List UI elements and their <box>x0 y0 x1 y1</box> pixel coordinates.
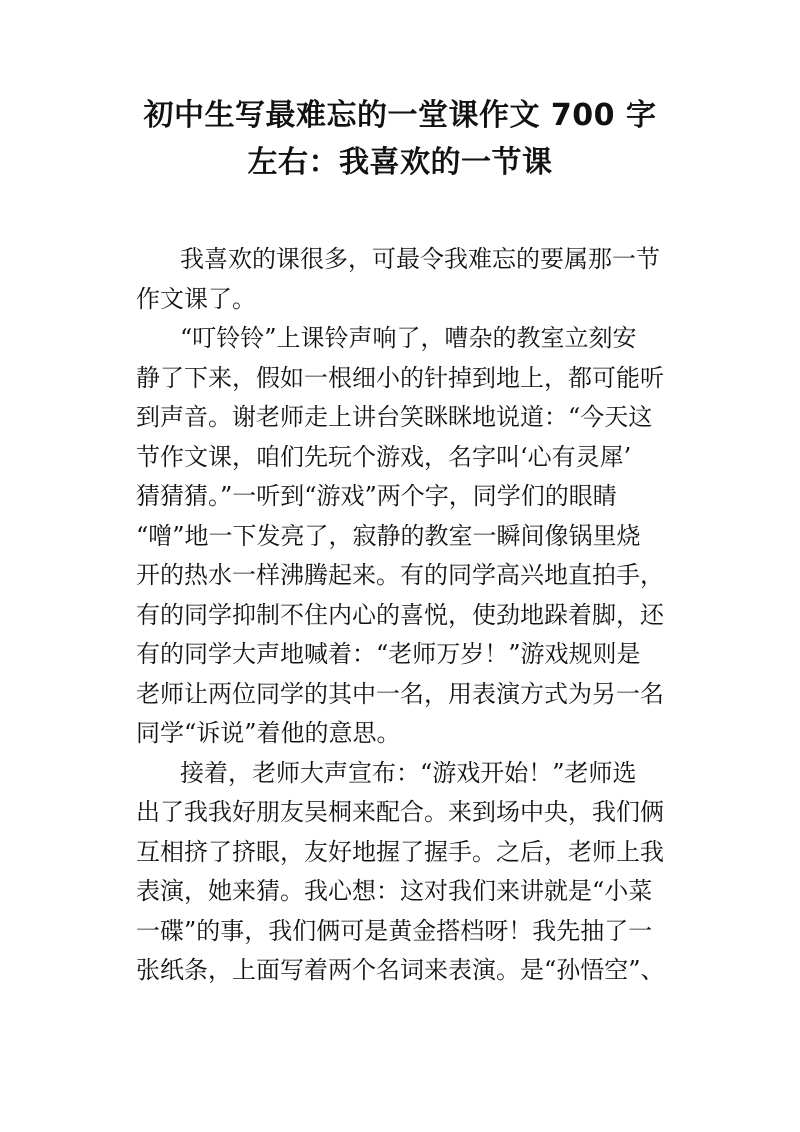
text-line: 同学“诉说”着他的意思。 <box>136 719 401 747</box>
text-line: 静了下来，假如一根细小的针掉到地上，都可能听 <box>136 363 664 392</box>
text-line: 接着，老师大声宣布：“游戏开始！”老师选 <box>180 758 637 787</box>
paragraph-3 <box>136 754 666 991</box>
text-line: 一碟”的事，我们俩可是黄金搭档呀！我先抽了一 <box>136 916 653 945</box>
text-line: 节作文课，咱们先玩个游戏，名字叫‘心有灵犀’ <box>136 442 632 471</box>
text-line: 张纸条，上面写着两个名词来表演。是“孙悟空”、 <box>136 956 665 984</box>
text-line: 开的热水一样沸腾起来。有的同学高兴地直拍手， <box>136 561 664 589</box>
document-body <box>136 240 666 991</box>
text-line: 我喜欢的课很多，可最令我难忘的要属那一节 <box>180 245 660 273</box>
document-title <box>60 92 740 186</box>
text-line: 作文课了。 <box>136 284 256 313</box>
text-line: 出了我我好朋友吴桐来配合。来到场中央，我们俩 <box>136 798 664 826</box>
text-line: 表演，她来猜。我心想：这对我们来讲就是“小菜 <box>136 877 653 905</box>
title-line-1: 初中生写最难忘的一堂课作文 700 字 <box>143 98 657 133</box>
text-line: 老师让两位同学的其中一名，用表演方式为另一名 <box>136 679 664 708</box>
title-line-2: 左右：我喜欢的一节课 <box>247 145 553 180</box>
text-line: “叮铃铃”上课铃声响了，嘈杂的教室立刻安 <box>180 324 637 352</box>
text-line: 有的同学大声地喊着：“老师万岁！”游戏规则是 <box>136 640 641 668</box>
text-line: “噌”地一下发亮了，寂静的教室一瞬间像锅里烧 <box>136 521 641 550</box>
paragraph-1 <box>136 240 666 319</box>
text-line: 到声音。谢老师走上讲台笑眯眯地说道：“今天这 <box>136 403 653 431</box>
text-line: 有的同学抑制不住内心的喜悦，使劲地跺着脚，还 <box>136 600 664 629</box>
paragraph-2 <box>136 319 666 754</box>
text-line: 猜猜猜。”一听到“游戏”两个字，同学们的眼睛 <box>136 482 617 510</box>
text-line: 互相挤了挤眼，友好地握了握手。之后，老师上我 <box>136 837 664 866</box>
